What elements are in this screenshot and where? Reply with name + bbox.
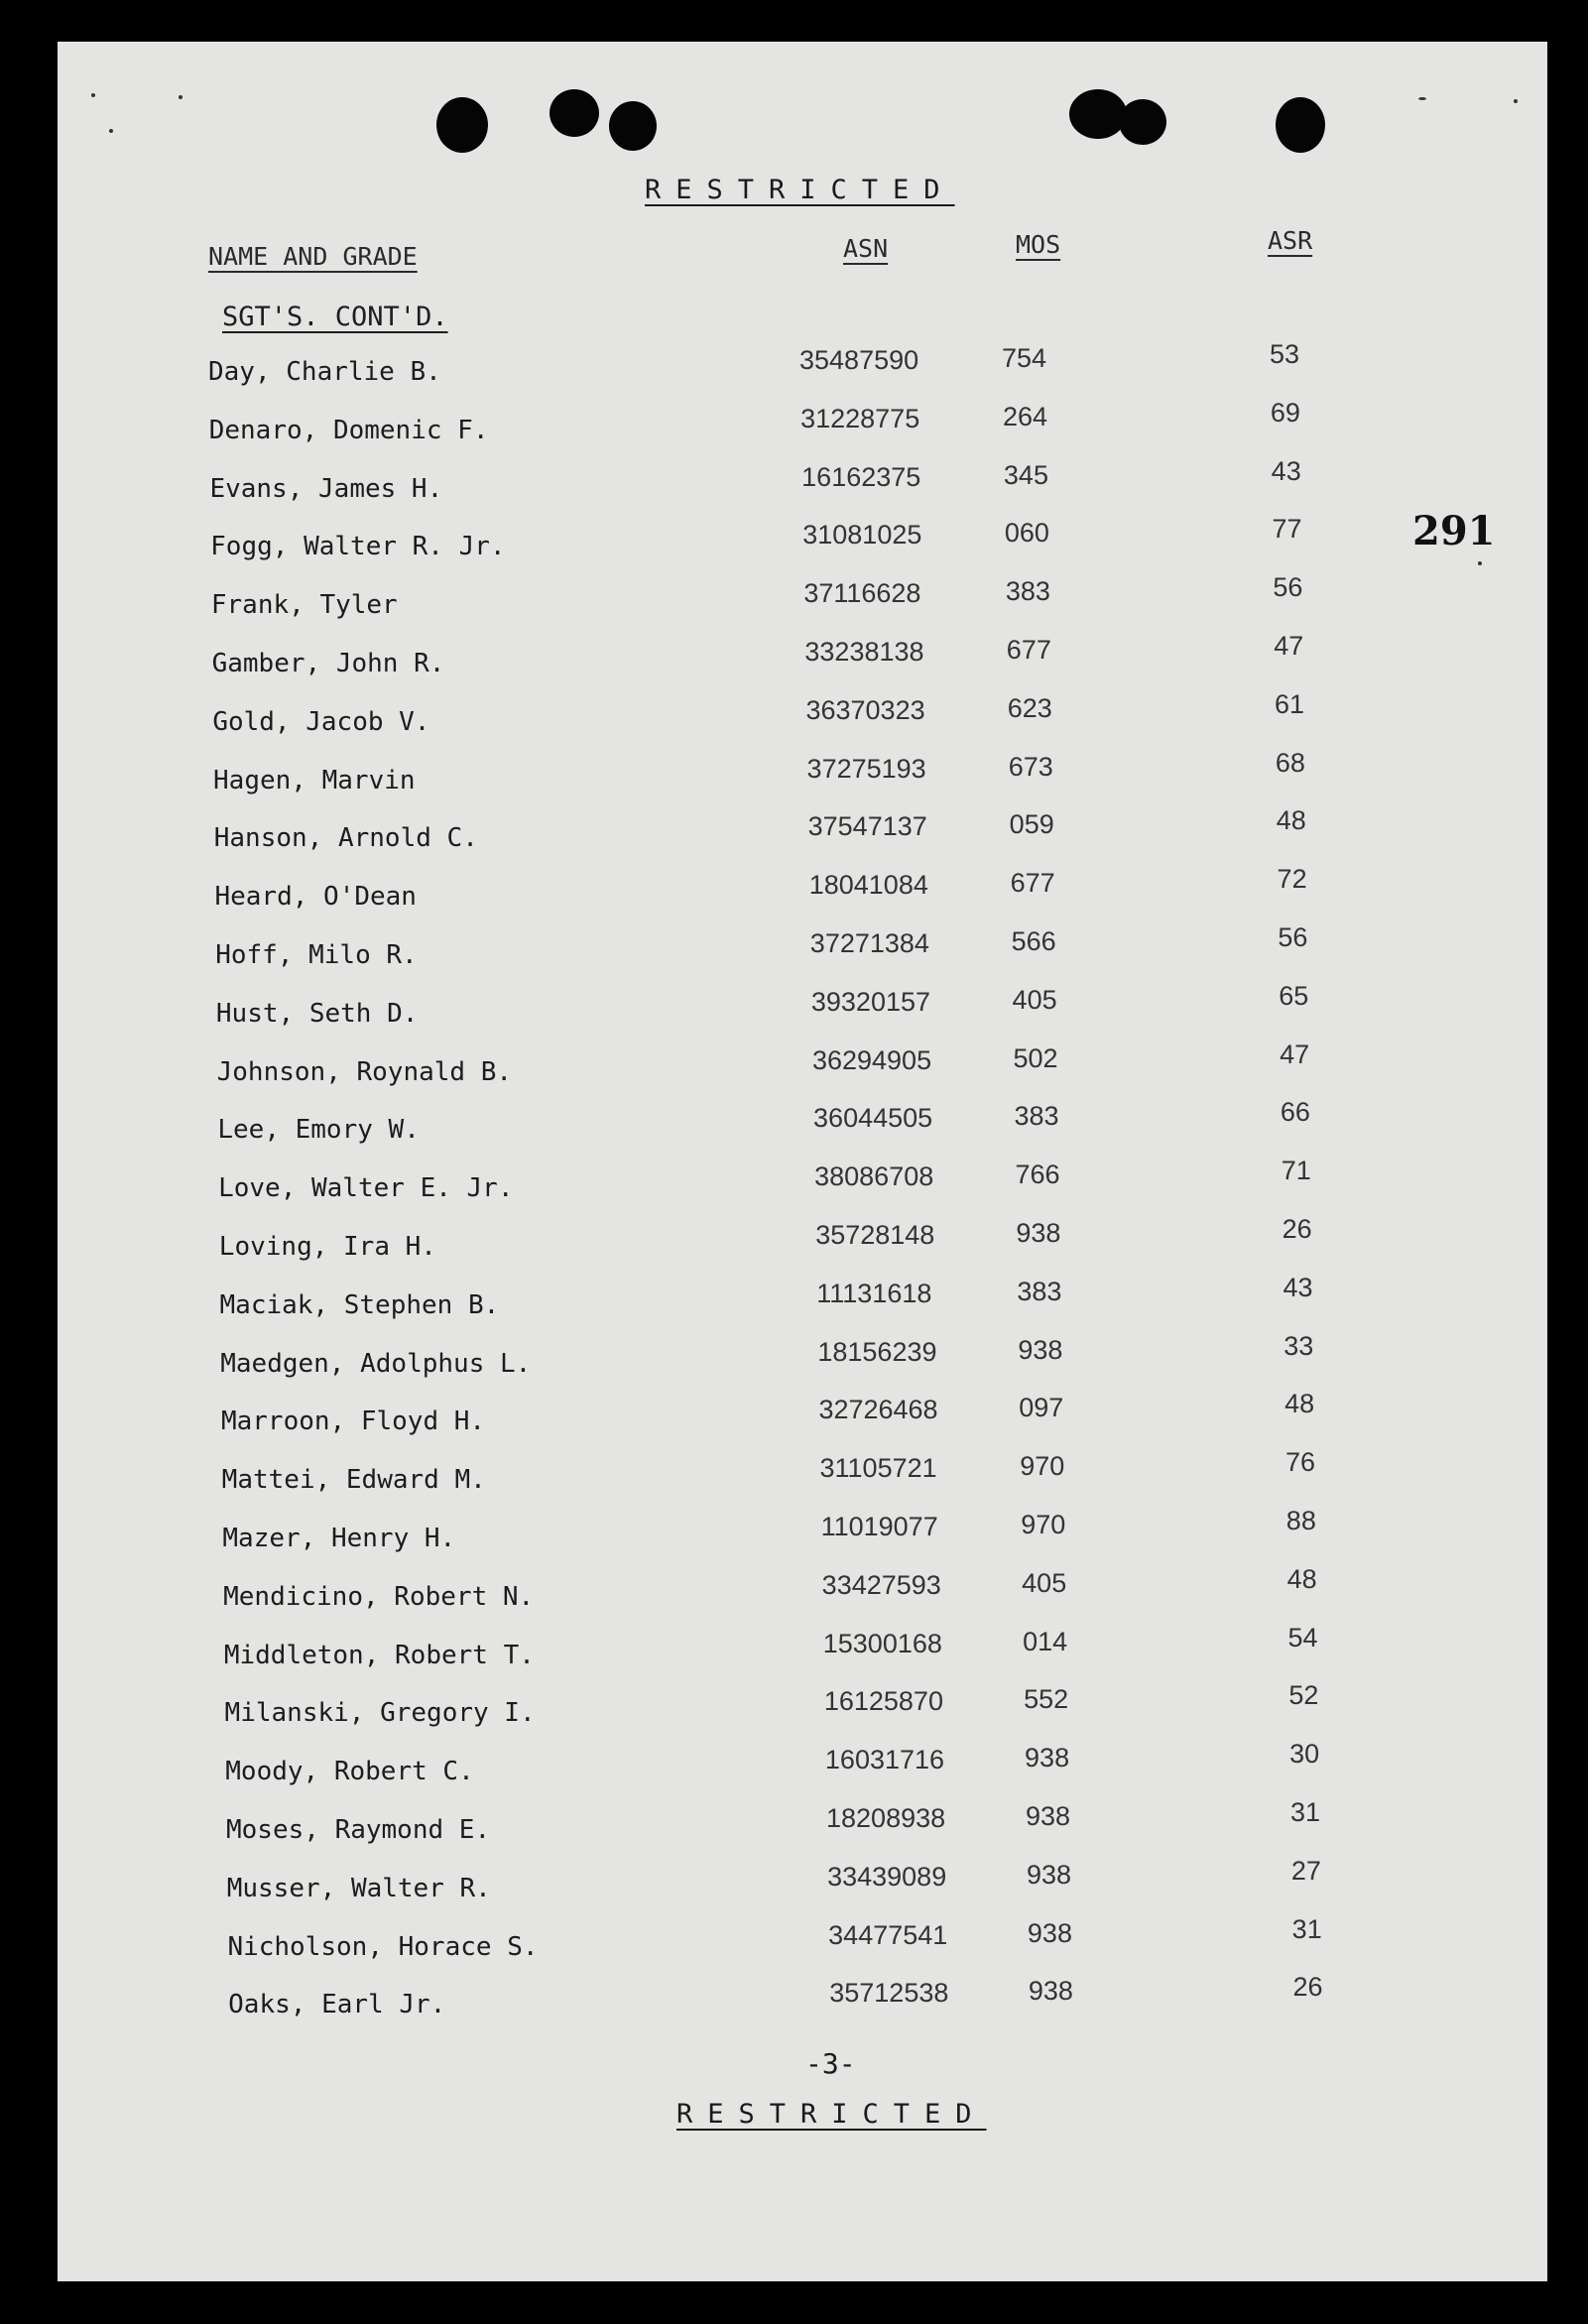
table-row xyxy=(58,1855,1347,1913)
page-number: -3- xyxy=(805,2047,856,2080)
cell-asr: 26 xyxy=(1292,1972,1323,2003)
cell-mos: 264 xyxy=(1002,401,1048,431)
cell-asr: 47 xyxy=(1280,1039,1310,1069)
cell-mos: 938 xyxy=(1026,1859,1072,1890)
cell-asn: 39320157 xyxy=(810,986,931,1017)
table-row xyxy=(58,1389,1347,1446)
table-row xyxy=(58,1797,1347,1855)
cell-name: Mendicino, Robert N. xyxy=(223,1581,535,1612)
cell-mos: 383 xyxy=(1014,1101,1059,1132)
cell-mos: 938 xyxy=(1026,1801,1071,1831)
cell-mos: 566 xyxy=(1011,926,1056,956)
table-row xyxy=(58,1506,1347,1563)
cell-asn: 33439089 xyxy=(827,1861,947,1892)
cell-asn: 16125870 xyxy=(823,1686,943,1717)
speck xyxy=(1478,561,1482,565)
cell-asr: 71 xyxy=(1281,1156,1311,1186)
cell-name: Maedgen, Adolphus L. xyxy=(220,1348,532,1379)
cell-asr: 65 xyxy=(1279,980,1309,1011)
speck xyxy=(91,93,95,97)
cell-name: Mazer, Henry H. xyxy=(222,1524,456,1553)
table-row xyxy=(58,1156,1347,1213)
cell-asn: 33427593 xyxy=(821,1569,941,1600)
cell-asr: 61 xyxy=(1275,688,1305,719)
cell-asr: 48 xyxy=(1284,1389,1315,1419)
table-row xyxy=(58,922,1347,980)
cell-name: Hanson, Arnold C. xyxy=(213,823,478,854)
punch-hole-4 xyxy=(1069,89,1127,139)
cell-mos: 677 xyxy=(1010,868,1055,899)
cell-asn: 11131618 xyxy=(816,1278,932,1308)
cell-asn: 18041084 xyxy=(808,870,928,901)
cell-mos: 970 xyxy=(1020,1451,1065,1482)
cell-asr: 77 xyxy=(1272,514,1302,545)
cell-name: Moses, Raymond E. xyxy=(226,1815,491,1845)
cell-asr: 47 xyxy=(1274,631,1304,661)
speck xyxy=(179,95,183,99)
cell-asn: 11019077 xyxy=(820,1512,938,1541)
cell-name: Nicholson, Horace S. xyxy=(227,1931,539,1962)
cell-name: Mattei, Edward M. xyxy=(221,1465,486,1496)
punch-hole-2 xyxy=(550,89,599,137)
table-row xyxy=(58,864,1347,921)
cell-name: Moody, Robert C. xyxy=(225,1757,474,1787)
cell-asn: 36044505 xyxy=(813,1103,933,1134)
punch-hole-3 xyxy=(609,101,657,151)
cell-name: Heard, O'Dean xyxy=(214,882,417,913)
column-header-asn: ASN xyxy=(843,234,889,263)
cell-asn: 35487590 xyxy=(799,345,919,375)
table-row xyxy=(58,688,1347,747)
speck xyxy=(1514,99,1518,103)
cell-asr: 31 xyxy=(1291,1913,1322,1944)
cell-asn: 16031716 xyxy=(824,1745,945,1775)
cell-mos: 766 xyxy=(1015,1160,1060,1190)
cell-name: Evans, James H. xyxy=(209,473,443,504)
cell-mos: 345 xyxy=(1003,459,1048,490)
page-stamp-number: 291 xyxy=(1412,508,1496,554)
cell-mos: 938 xyxy=(1028,1976,1073,2007)
cell-asn: 33238138 xyxy=(804,637,924,667)
cell-name: Johnson, Roynald B. xyxy=(216,1056,513,1087)
table-row xyxy=(58,805,1347,863)
cell-asr: 56 xyxy=(1278,922,1308,952)
column-header-name: NAME AND GRADE xyxy=(208,242,418,271)
classification-bottom: RESTRICTED xyxy=(676,2099,987,2130)
cell-asn: 38086708 xyxy=(814,1162,934,1192)
cell-asr: 43 xyxy=(1271,455,1301,486)
table-row xyxy=(58,1272,1347,1330)
cell-asn: 32726468 xyxy=(818,1395,938,1425)
cell-mos: 938 xyxy=(1016,1218,1061,1248)
punch-hole-6 xyxy=(1276,97,1325,153)
cell-mos: 502 xyxy=(1013,1042,1058,1073)
table-row xyxy=(58,1097,1347,1155)
table-row xyxy=(58,1214,1347,1272)
table-row xyxy=(58,1330,1347,1389)
table-row xyxy=(58,1563,1347,1622)
cell-mos: 970 xyxy=(1021,1510,1066,1539)
cell-mos: 938 xyxy=(1018,1334,1063,1365)
cell-name: Gold, Jacob V. xyxy=(212,706,430,737)
cell-asr: 48 xyxy=(1286,1563,1317,1594)
cell-asr: 52 xyxy=(1288,1680,1319,1711)
punch-hole-5 xyxy=(1119,99,1166,145)
cell-name: Love, Walter E. Jr. xyxy=(218,1173,514,1204)
cell-name: Denaro, Domenic F. xyxy=(208,415,489,445)
cell-asn: 18156239 xyxy=(817,1336,937,1367)
cell-name: Maciak, Stephen B. xyxy=(219,1289,500,1320)
cell-name: Loving, Ira H. xyxy=(218,1232,436,1262)
table-row xyxy=(58,1972,1347,2029)
cell-asn: 37275193 xyxy=(806,753,926,784)
cell-name: Hagen, Marvin xyxy=(213,765,416,795)
cell-asr: 53 xyxy=(1270,339,1300,369)
punch-hole-1 xyxy=(436,97,488,153)
cell-asr: 26 xyxy=(1282,1214,1312,1244)
cell-asr: 68 xyxy=(1275,747,1305,778)
table-row xyxy=(58,397,1347,455)
cell-mos: 677 xyxy=(1006,635,1051,665)
table-row xyxy=(58,1447,1347,1505)
speck xyxy=(1418,97,1426,100)
cell-mos: 405 xyxy=(1012,984,1057,1015)
cell-mos: 383 xyxy=(1017,1276,1062,1306)
cell-name: Hoff, Milo R. xyxy=(215,940,418,970)
cell-asr: 31 xyxy=(1290,1797,1321,1827)
cell-asr: 54 xyxy=(1287,1622,1318,1652)
table-row xyxy=(58,1739,1347,1796)
classification-top: RESTRICTED xyxy=(645,175,955,205)
cell-name: Middleton, Robert T. xyxy=(223,1640,535,1670)
table-row xyxy=(58,339,1347,397)
cell-mos: 059 xyxy=(1009,809,1054,840)
cell-asr: 48 xyxy=(1276,805,1306,836)
table-row xyxy=(58,455,1347,514)
cell-name: Gamber, John R. xyxy=(211,649,445,678)
cell-asn: 35712538 xyxy=(829,1978,949,2009)
cell-name: Lee, Emory W. xyxy=(217,1115,420,1146)
cell-asr: 76 xyxy=(1284,1447,1315,1478)
cell-asr: 72 xyxy=(1277,864,1307,895)
cell-mos: 552 xyxy=(1024,1684,1069,1715)
cell-mos: 938 xyxy=(1027,1917,1072,1948)
cell-asn: 16162375 xyxy=(801,461,921,492)
cell-asn: 31228775 xyxy=(800,403,920,433)
cell-asn: 31105721 xyxy=(819,1453,937,1484)
cell-name: Hust, Seth D. xyxy=(215,998,419,1029)
cell-name: Fogg, Walter R. Jr. xyxy=(210,532,506,562)
cell-mos: 754 xyxy=(1002,343,1047,373)
cell-name: Milanski, Gregory I. xyxy=(224,1698,536,1729)
cell-name: Oaks, Earl Jr. xyxy=(228,1990,446,2020)
cell-mos: 673 xyxy=(1008,751,1053,782)
cell-asn: 37271384 xyxy=(809,928,929,958)
cell-asr: 66 xyxy=(1280,1097,1310,1128)
cell-name: Frank, Tyler xyxy=(210,590,398,621)
cell-asr: 88 xyxy=(1285,1506,1316,1535)
cell-asn: 36370323 xyxy=(805,694,925,725)
speck xyxy=(109,129,113,133)
cell-asn: 37116628 xyxy=(803,578,921,609)
table-row xyxy=(58,1039,1347,1097)
cell-asn: 18208938 xyxy=(826,1803,946,1833)
column-header-mos: MOS xyxy=(1016,230,1061,259)
cell-name: Day, Charlie B. xyxy=(208,357,441,387)
cell-mos: 097 xyxy=(1019,1393,1064,1423)
table-row xyxy=(58,1913,1347,1972)
table-row xyxy=(58,514,1347,571)
cell-asn: 36294905 xyxy=(811,1044,932,1075)
cell-mos: 623 xyxy=(1007,692,1052,723)
cell-asn: 37547137 xyxy=(807,811,927,842)
cell-mos: 938 xyxy=(1025,1743,1070,1774)
cell-mos: 014 xyxy=(1023,1626,1068,1656)
table-row xyxy=(58,572,1347,630)
cell-asn: 34477541 xyxy=(828,1919,948,1950)
cell-name: Musser, Walter R. xyxy=(226,1873,491,1903)
table-row xyxy=(58,1622,1347,1680)
section-label: SGT'S. CONT'D. xyxy=(222,302,448,332)
cell-asn: 15300168 xyxy=(822,1628,942,1658)
table-row xyxy=(58,631,1347,688)
cell-asr: 30 xyxy=(1289,1739,1320,1770)
cell-mos: 405 xyxy=(1022,1567,1067,1598)
cell-mos: 383 xyxy=(1005,576,1050,607)
column-header-asr: ASR xyxy=(1268,226,1313,255)
cell-asn: 35728148 xyxy=(815,1220,935,1250)
table-row xyxy=(58,747,1347,805)
table-row xyxy=(58,1680,1347,1738)
cell-asr: 43 xyxy=(1283,1272,1313,1302)
cell-asr: 33 xyxy=(1283,1330,1314,1361)
cell-asr: 56 xyxy=(1273,572,1303,603)
cell-asr: 69 xyxy=(1270,397,1300,428)
cell-name: Marroon, Floyd H. xyxy=(220,1407,486,1437)
cell-asr: 27 xyxy=(1290,1855,1321,1886)
document-page xyxy=(58,42,1547,2281)
cell-asn: 31081025 xyxy=(802,520,922,550)
cell-mos: 060 xyxy=(1004,518,1049,549)
table-row xyxy=(58,980,1347,1039)
